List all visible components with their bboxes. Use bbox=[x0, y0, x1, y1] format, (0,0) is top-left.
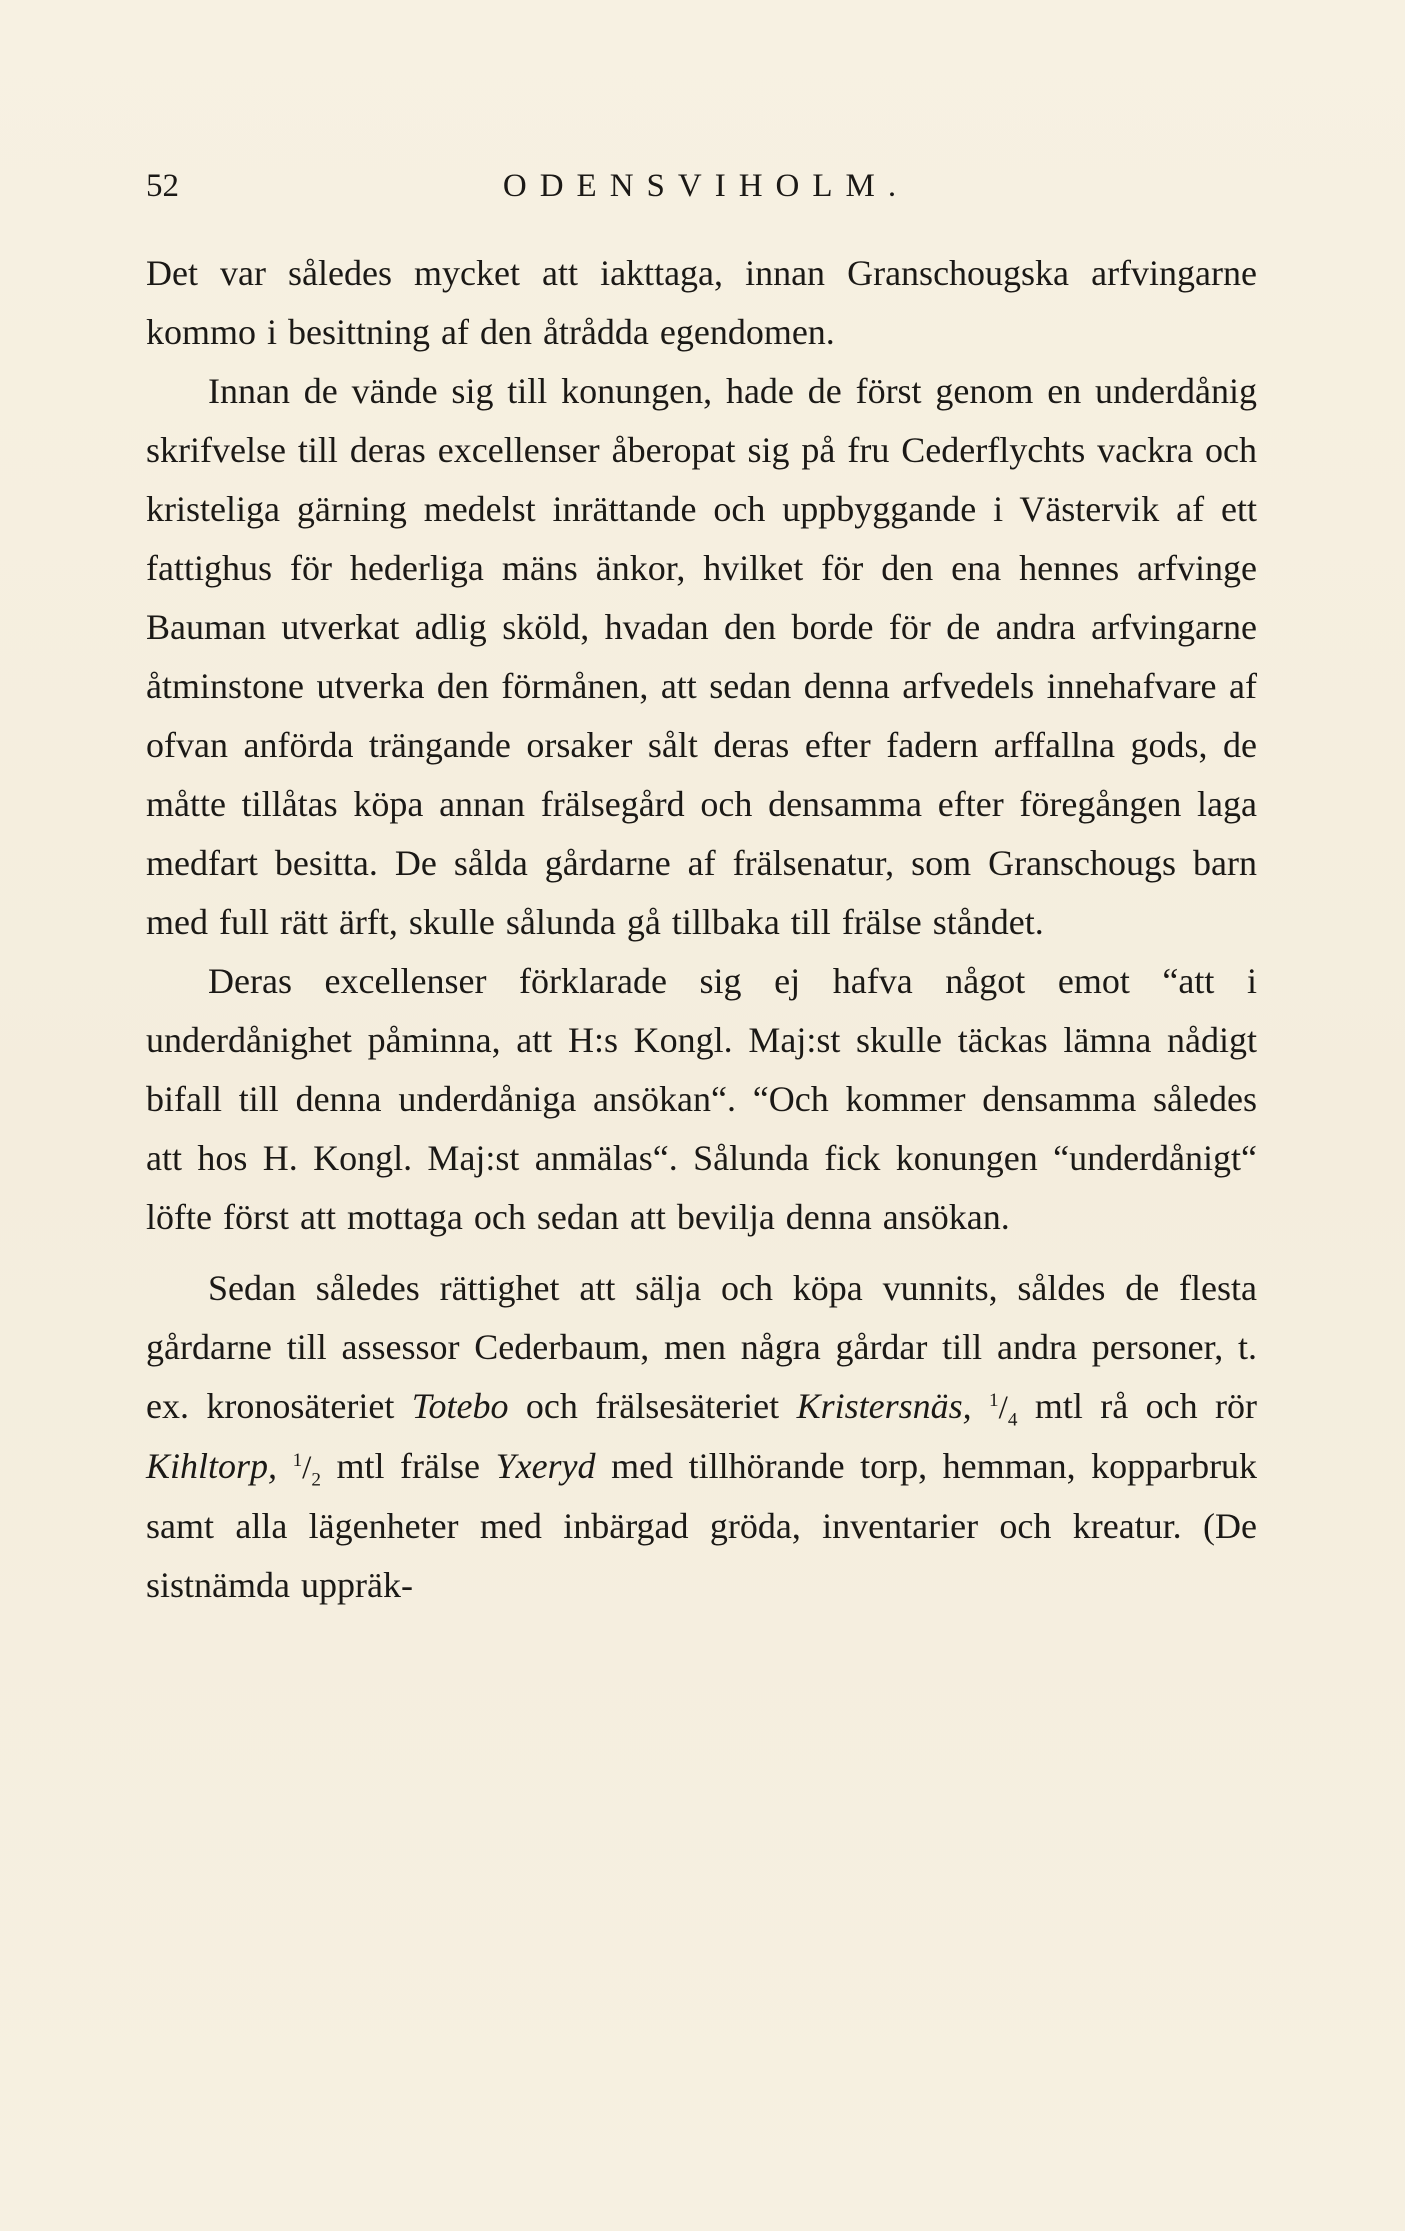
paragraph: Innan de vände sig till konungen, hade de först genom en underdånig skrifvelse till deras excellenser åberopat sig på fru Cederflychts vackra och kristeliga gärning medelst inrättande och uppbyggande i Västervik af ett fattighus för hederliga mäns änkor, hvilket för den ena hennes arfvinge Bauman utverkat adlig sköld, hvadan den borde för de andra arfvingarne åtminstone utverka den förmånen, att sedan denna arfvedels innehafvare af ofvan anförda trängande orsaker sålt deras efter fadern arffallna gods, de måtte tillåtas köpa annan frälsegård och densamma efter föregången laga medfart besitta. De sålda gårdarne af frälsenatur, som Granschougs barn med full rätt ärft, skulle sålunda gå tillbaka till frälse ståndet. bbox=[146, 371, 1257, 942]
place-name: Yxeryd bbox=[495, 1446, 596, 1486]
paragraph: Deras excellenser förklarade sig ej hafva något emot “att i underdånighet påminna, att H:s Kongl. Maj:st skulle täckas lämna nådigt bifall till denna underdåniga ansökan“. “Och kommer densamma således att hos H. Kongl. Maj:st anmälas“. Sålunda fick konungen “underdånigt“ löfte först att mottaga och sedan att bevilja denna ansökan. bbox=[146, 961, 1257, 1237]
paragraph: Det var således mycket att iakttaga, innan Granschougska arfvingarne kommo i besittning af den åtrådda egendomen. bbox=[146, 253, 1257, 352]
paragraph-text: Sedan således rättighet att sälja och köpa vunnits, såldes de flesta gårdarne till assessor Cederbaum, men några gårdar till andra personer, t. ex. kronosäteriet bbox=[146, 1268, 1257, 1426]
fraction-numerator: 1 bbox=[292, 1449, 303, 1471]
place-name: Kihltorp, bbox=[146, 1446, 278, 1486]
fraction-slash: / bbox=[998, 1389, 1008, 1426]
running-title: ODENSVIHOLM. bbox=[502, 168, 910, 204]
body-text bbox=[146, 244, 1257, 1615]
fraction-denominator: 2 bbox=[311, 1469, 321, 1491]
paragraph-text: mtl frälse bbox=[336, 1446, 481, 1486]
fraction bbox=[989, 1389, 1018, 1431]
paragraph-text: mtl rå och rör bbox=[1034, 1386, 1258, 1426]
place-name: Totebo bbox=[411, 1386, 509, 1426]
fraction bbox=[292, 1449, 321, 1491]
fraction-numerator: 1 bbox=[989, 1389, 999, 1411]
place-name: Kristersnäs, bbox=[796, 1386, 972, 1426]
page-number: 52 bbox=[146, 168, 179, 204]
paragraph-text: med tillhörande torp, hemman, kopparbruk samt alla lägenheter med inbärgad gröda, inventarier och kreatur. (De sistnämda uppräk- bbox=[146, 1446, 1258, 1605]
page-header bbox=[146, 162, 1271, 210]
fraction-denominator: 4 bbox=[1007, 1409, 1018, 1431]
paragraph-text: och frälsesäteriet bbox=[525, 1386, 780, 1426]
paragraph bbox=[146, 1259, 1257, 1615]
fraction-slash: / bbox=[302, 1449, 312, 1486]
